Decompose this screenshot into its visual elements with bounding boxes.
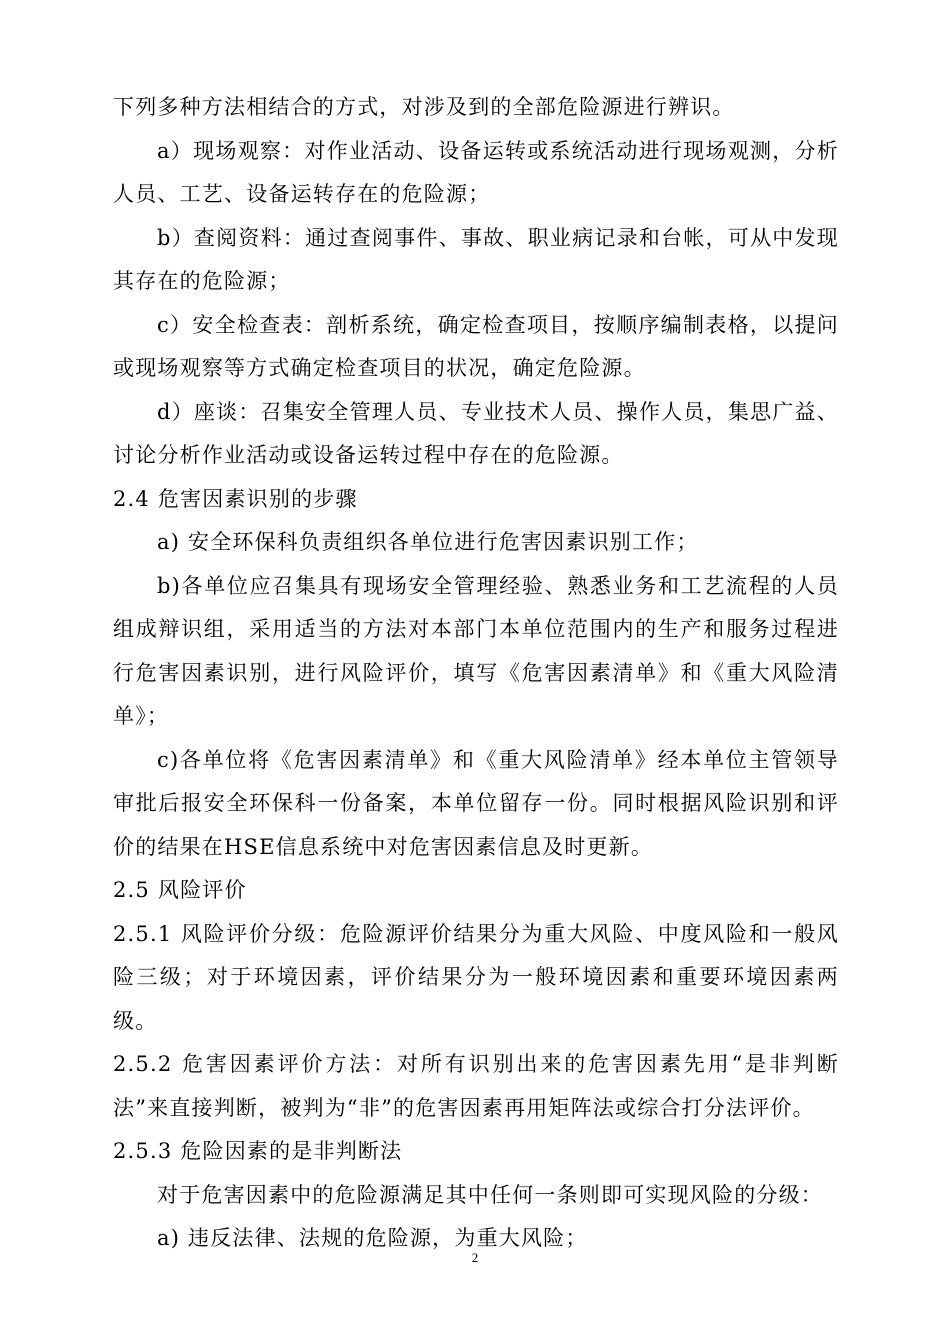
section-heading-2-5-3: 2.5.3 危险因素的是非判断法 [113,1139,403,1163]
paragraph-method-d: d）座谈：召集安全管理人员、专业技术人员、操作人员，集思广益、讨论分析作业活动或设备运转过程中存在的危险源。 [113,399,839,467]
section-2-5-2: 2.5.2 危害因素评价方法：对所有识别出来的危害因素先用“是非判断法”来直接判断，被判为“非”的危害因素再用矩阵法或综合打分法评价。 [113,1052,839,1120]
paragraph-method-c: c）安全检查表：剖析系统，确定检查项目，按顺序编制表格，以提问或现场观察等方式确定检查项目的状况，确定危险源。 [113,312,839,380]
section-2-5-1: 2.5.1 风险评价分级：危险源评价结果分为重大风险、中度风险和一般风险三级；对于环境因素，评价结果分为一般环境因素和重要环境因素两级。 [113,921,839,1033]
page-body [113,86,839,1261]
page-number: 2 [471,1250,479,1265]
paragraph-judgment-a: a) 违反法律、法规的危险源，为重大风险； [157,1226,588,1250]
paragraph-method-a: a）现场观察：对作业活动、设备运转或系统活动进行现场观测，分析人员、工艺、设备运转存在的危险源； [113,138,839,206]
section-heading-2-4: 2.4 危害因素识别的步骤 [113,486,358,511]
paragraph-step-a: a) 安全环保科负责组织各单位进行危害因素识别工作； [157,530,699,554]
paragraph-judgment-intro: 对于危害因素中的危险源满足其中任何一条则即可实现风险的分级： [157,1182,823,1207]
section-heading-2-5: 2.5 风险评价 [113,878,247,902]
paragraph-step-b: b)各单位应召集具有现场安全管理经验、熟悉业务和工艺流程的人员组成辩识组，采用适当的方法对本部门本单位范围内的生产和服务过程进行危害因素识别，进行风险评价，填写《危害因素清单》和《重大风险清单》； [113,573,839,728]
paragraph-continuation: 下列多种方法相结合的方式，对涉及到的全部危险源进行辨识。 [113,95,735,119]
paragraph-step-c: c)各单位将《危害因素清单》和《重大风险清单》经本单位主管领导审批后报安全环保科一份备案，本单位留存一份。同时根据风险识别和评价的结果在HSE信息系统中对危害因素信息及时更新。 [113,747,839,859]
paragraph-method-b: b）查阅资料：通过查阅事件、事故、职业病记录和台帐，可从中发现其存在的危险源； [113,225,839,293]
